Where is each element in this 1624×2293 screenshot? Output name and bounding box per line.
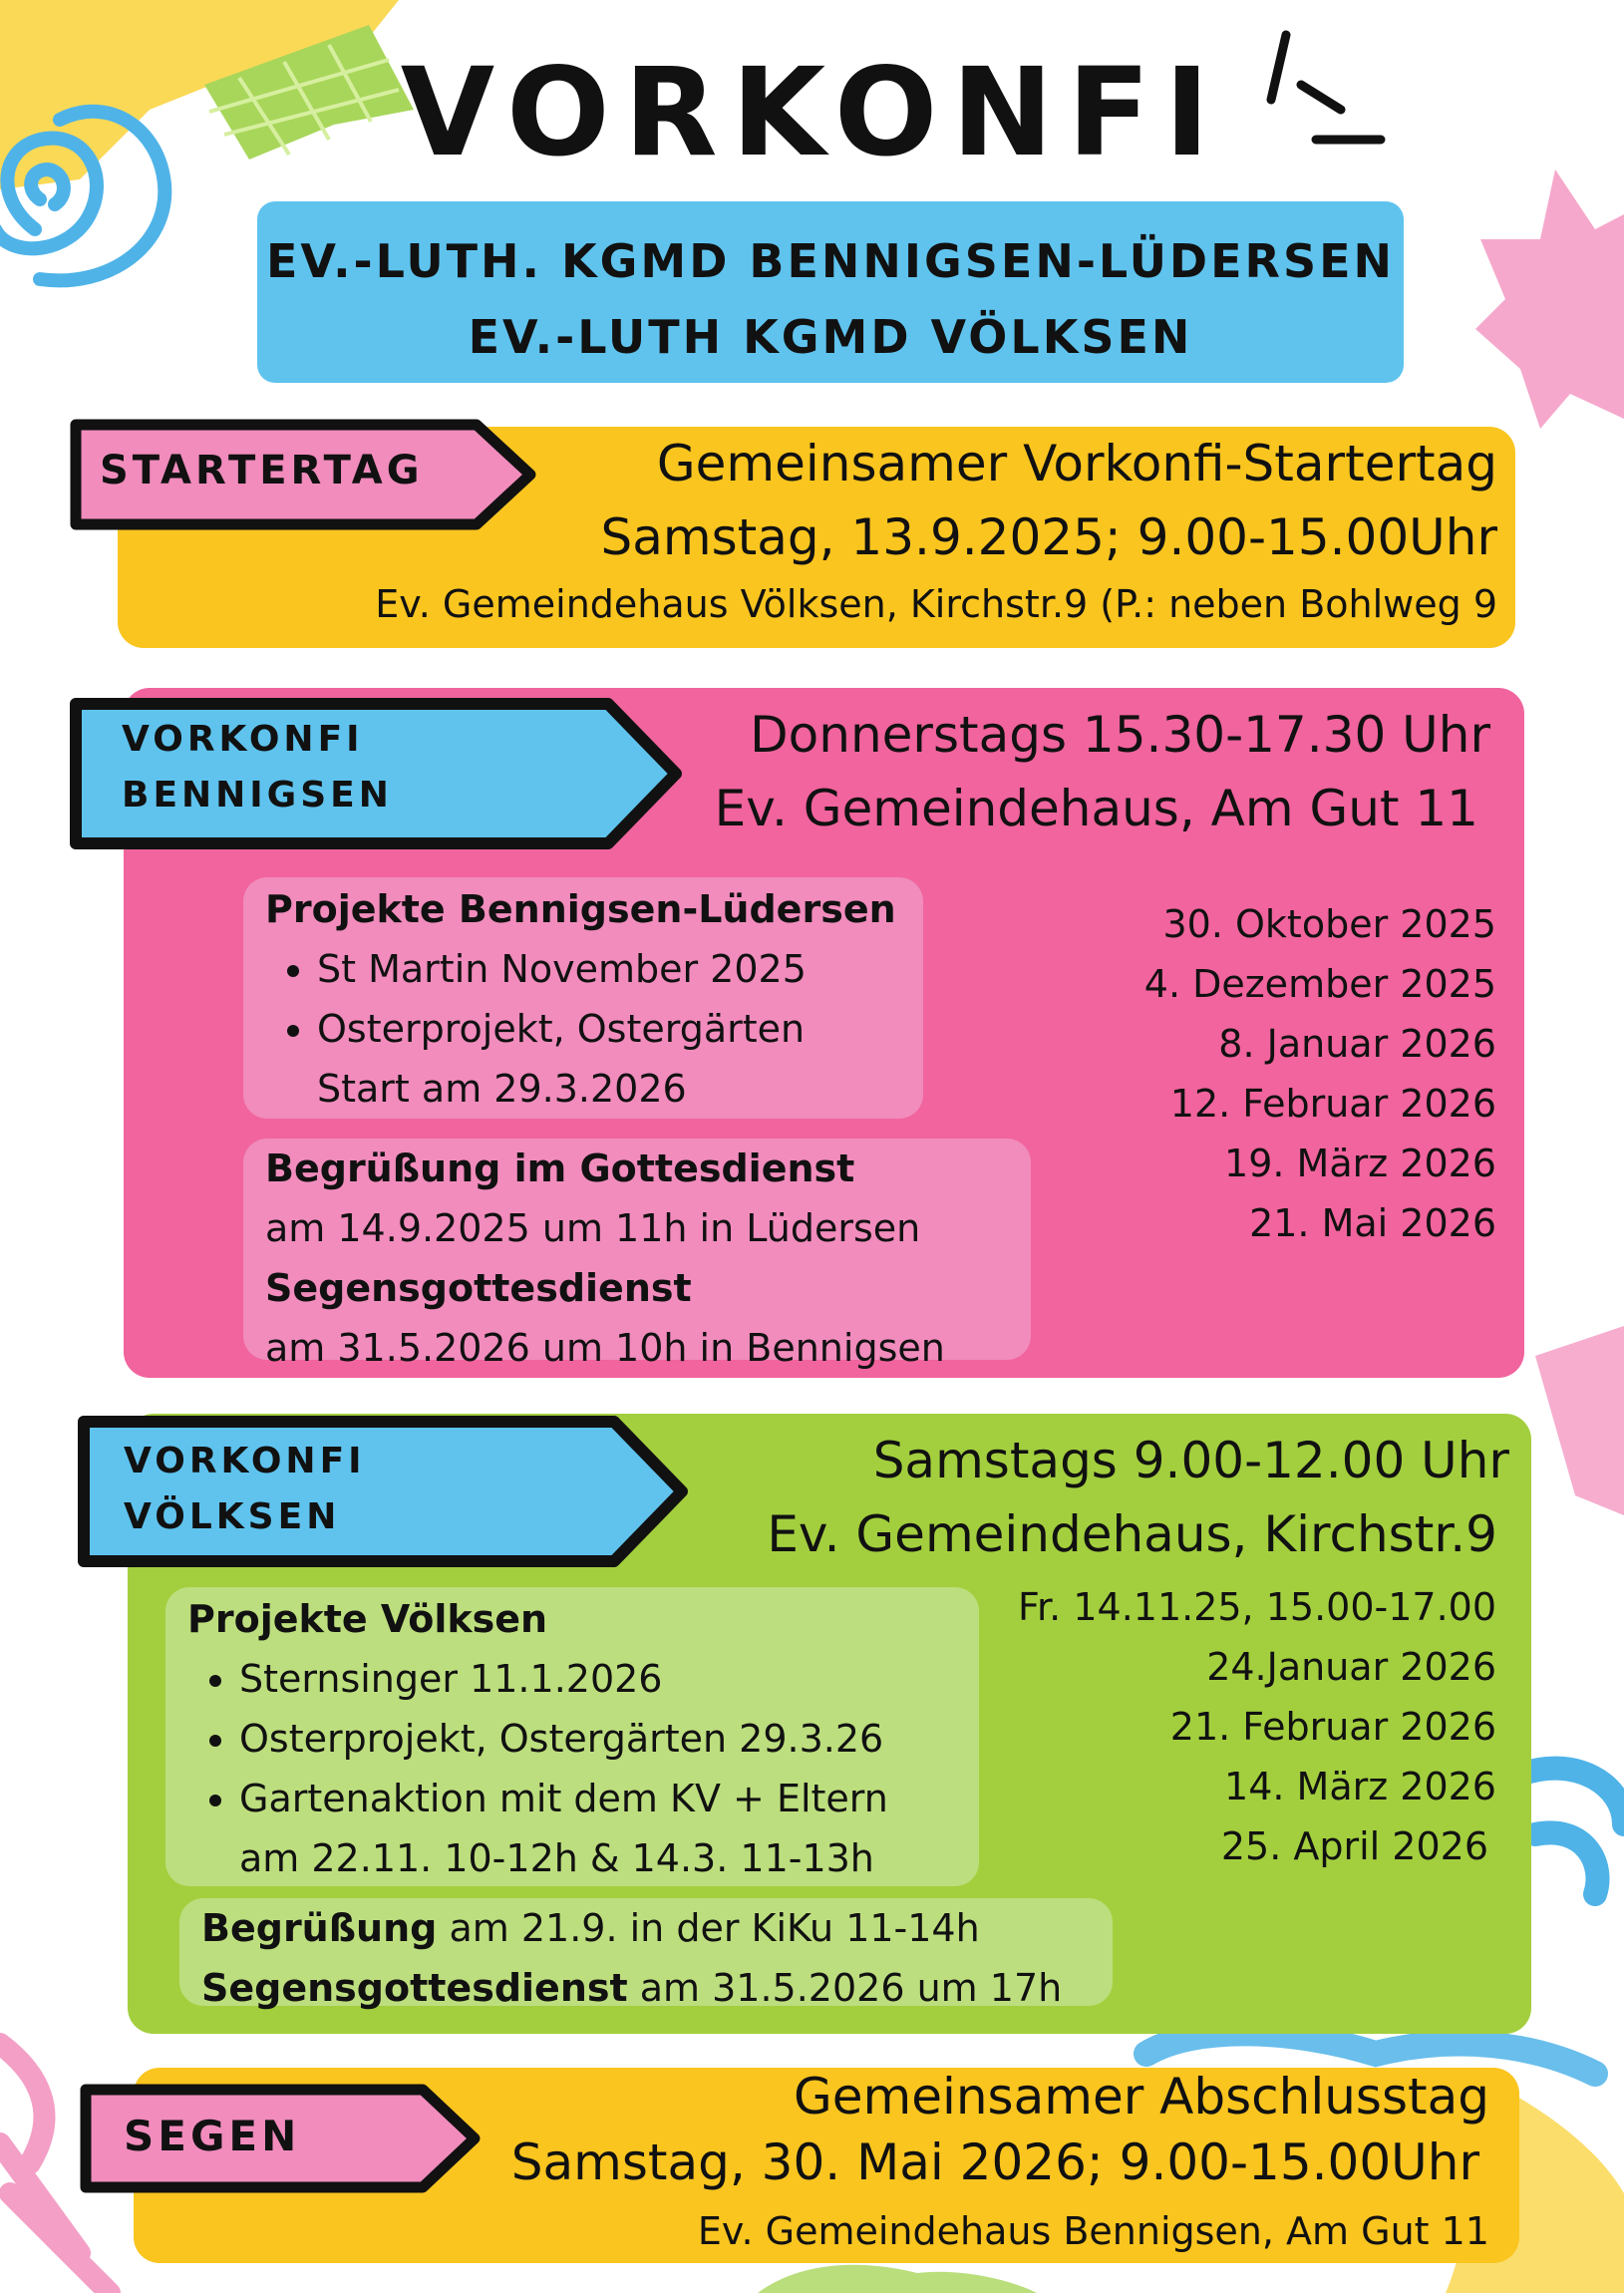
green-scribble-bottom <box>758 2265 1037 2293</box>
voelksen-tag-text <box>124 1434 366 1545</box>
date-item: 25. April 2026 <box>1220 1824 1488 1868</box>
startertag-label <box>70 419 538 530</box>
list-item-line: Osterprojekt, Ostergärten <box>317 1007 806 1051</box>
bennigsen-tag-line1: VORKONFI <box>122 719 364 760</box>
bennigsen-dates <box>1144 894 1496 1253</box>
bennigsen-projects-list <box>243 939 923 1119</box>
bennigsen-time: Donnerstags 15.30-17.30 Uhr <box>750 706 1490 764</box>
date-item: 21. Februar 2026 <box>1169 1705 1496 1749</box>
bennigsen-blessing-label: Segensgottesdienst <box>265 1266 692 1310</box>
voelksen-label <box>78 1416 690 1567</box>
startertag-headline: Gemeinsamer Vorkonfi-Startertag <box>656 435 1497 492</box>
voelksen-greeting-line <box>201 1898 1113 1958</box>
voelksen-location: Ev. Gemeindehaus, Kirchstr.9 <box>767 1505 1497 1563</box>
list-item-line: Gartenaktion mit dem KV + Eltern <box>239 1777 888 1820</box>
parish-line-2: EV.-LUTH KGMD VÖLKSEN <box>468 310 1193 364</box>
bennigsen-location: Ev. Gemeindehaus, Am Gut 11 <box>714 780 1478 837</box>
blue-scribble-right <box>1520 1769 1624 1894</box>
voelksen-blessing-detail: am 31.5.2026 um 17h <box>627 1966 1063 2010</box>
bennigsen-greeting-label: Begrüßung im Gottesdienst <box>265 1146 855 1190</box>
bennigsen-tag-text <box>122 712 393 823</box>
voelksen-greeting-label: Begrüßung <box>201 1906 438 1950</box>
voelksen-projects-box <box>165 1587 979 1886</box>
startertag-tag-text: STARTERTAG <box>100 448 424 493</box>
segen-tag-text: SEGEN <box>124 2112 301 2160</box>
segen-headline: Gemeinsamer Abschlusstag <box>794 2068 1489 2126</box>
voelksen-greeting-detail: am 21.9. in der KiKu 11-14h <box>437 1906 980 1950</box>
pink-shape-right <box>1535 1326 1624 1515</box>
bennigsen-tag-line2: BENNIGSEN <box>122 774 393 816</box>
startertag-date: Samstag, 13.9.2025; 9.00-15.00Uhr <box>600 508 1497 566</box>
startertag-location: Ev. Gemeindehaus Völksen, Kirchstr.9 (P.: neben Bohlweg 9 <box>375 582 1497 626</box>
voelksen-blessing-line <box>201 1958 1113 2018</box>
parish-banner <box>257 201 1404 383</box>
pink-star-decoration <box>1475 169 1624 429</box>
date-item: 14. März 2026 <box>1224 1765 1496 1808</box>
date-item: Fr. 14.11.25, 15.00-17.00 <box>1017 1585 1496 1629</box>
date-item: 8. Januar 2026 <box>1218 1022 1496 1066</box>
bennigsen-services-box <box>243 1139 1031 1370</box>
list-item: • Osterprojekt, Ostergärten 29.3.26 <box>239 1709 979 1769</box>
voelksen-tag-line1: VORKONFI <box>124 1441 366 1481</box>
voelksen-services-box <box>179 1898 1113 2010</box>
list-item-line: am 22.11. 10-12h & 14.3. 11-13h <box>239 1836 874 1880</box>
list-item <box>239 1769 979 1888</box>
segen-date: Samstag, 30. Mai 2026; 9.00-15.00Uhr <box>510 2133 1479 2191</box>
page-title: VORKONFI <box>400 42 1224 183</box>
parish-line-1: EV.-LUTH. KGMD BENNIGSEN-LÜDERSEN <box>265 234 1396 288</box>
bennigsen-greeting-detail: am 14.9.2025 um 11h in Lüdersen <box>265 1206 921 1250</box>
list-item: • Sternsinger 11.1.2026 <box>239 1649 979 1709</box>
voelksen-dates <box>1018 1577 1496 1876</box>
list-item-line: Start am 29.3.2026 <box>317 1067 687 1111</box>
date-item: 30. Oktober 2025 <box>1162 902 1496 946</box>
bennigsen-projects-heading: Projekte Bennigsen-Lüdersen <box>265 887 896 931</box>
voelksen-blessing-label: Segensgottesdienst <box>201 1966 628 2010</box>
list-item: • St Martin November 2025 <box>317 939 923 999</box>
segen-label <box>80 2084 483 2193</box>
date-item: 21. Mai 2026 <box>1249 1201 1496 1245</box>
segen-location: Ev. Gemeindehaus Bennigsen, Am Gut 11 <box>697 2209 1489 2253</box>
date-item: 19. März 2026 <box>1224 1142 1496 1185</box>
bennigsen-blessing-detail: am 31.5.2026 um 10h in Bennigsen <box>265 1326 945 1370</box>
date-item: 12. Februar 2026 <box>1169 1082 1496 1126</box>
list-item <box>317 999 923 1119</box>
voelksen-projects-heading: Projekte Völksen <box>187 1597 548 1641</box>
bennigsen-label <box>70 698 684 849</box>
voelksen-tag-line2: VÖLKSEN <box>124 1495 341 1537</box>
voelksen-time: Samstags 9.00-12.00 Uhr <box>872 1432 1509 1489</box>
date-item: 24.Januar 2026 <box>1206 1645 1496 1689</box>
bennigsen-projects-box <box>243 877 923 1119</box>
date-item: 4. Dezember 2025 <box>1143 962 1496 1006</box>
voelksen-projects-list <box>165 1649 979 1888</box>
